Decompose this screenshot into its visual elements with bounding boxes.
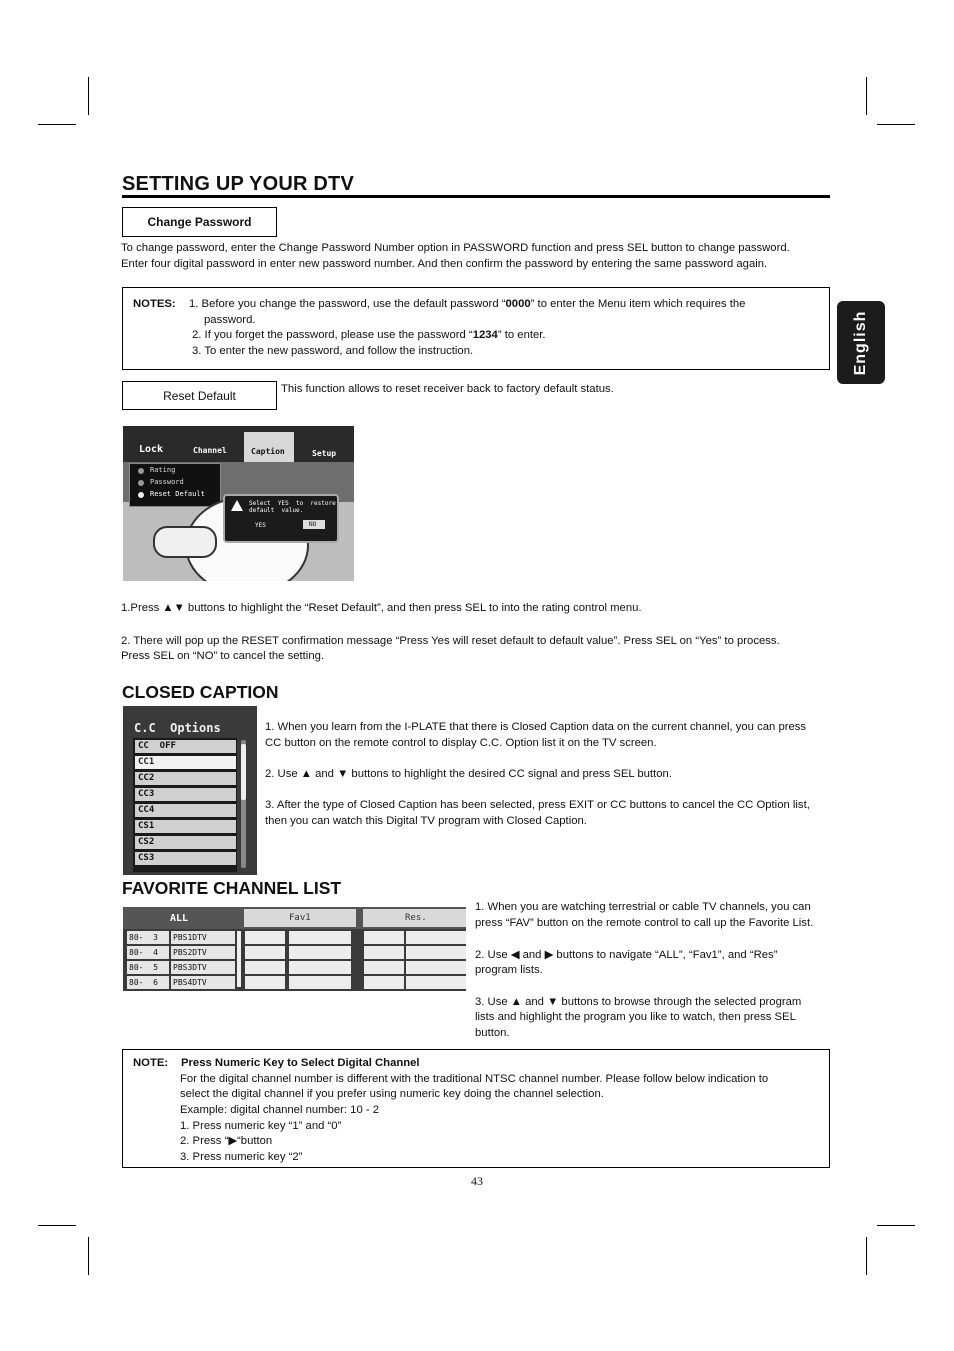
closed-caption-heading: CLOSED CAPTION [122,682,279,702]
screen-dialog-line-2: default value. [249,507,304,514]
reset-default-label [122,381,277,410]
language-tab-label: English [852,310,869,375]
master-password: 1234 [472,329,498,341]
cc-options-screenshot [123,706,257,875]
fav-para-2a: 2. Use ◀ and ▶ buttons to navigate “ALL”, “Fav1”, and “Res” [475,949,778,961]
crop-mark [88,77,89,115]
page-title: SETTING UP YOUR DTV [122,173,354,195]
screen-dialog-line-1: Select YES to restore [249,500,336,507]
fav-row-name: PBS3DTV [171,961,235,974]
crop-mark [88,1237,89,1275]
crop-mark [866,77,867,115]
screen-tab-lock: Lock [139,444,164,455]
crop-mark [866,1237,867,1275]
numeric-note-label: NOTE: [133,1057,169,1069]
fav-empty-cell [245,931,285,944]
reset-default-screenshot [123,426,354,581]
fav-empty-cell [245,946,285,959]
cc-para-3a: 3. After the type of Closed Caption has been selected, press EXIT or CC buttons to cancel the CC Option list, [265,799,810,811]
default-password: 0000 [505,298,531,310]
numeric-note-line-4: 1. Press numeric key “1” and “0” [180,1120,342,1132]
screen-menu-reset: Reset Default [150,490,205,498]
numeric-note-line-6: 3. Press numeric key “2” [180,1151,303,1163]
numeric-note-title: Press Numeric Key to Select Digital Channel [181,1057,420,1069]
warning-icon [231,500,243,511]
note-1 [189,297,745,313]
fav-row-number: 80- 3 [127,931,169,944]
fav-empty-cell [406,976,466,989]
screen-tab-caption: Caption [251,447,285,456]
notes-label: NOTES: [133,298,176,310]
crop-mark [877,1225,915,1226]
favorite-list-screenshot [123,907,466,991]
screen-dialog-yes: YES [255,522,266,529]
language-tab [837,301,885,384]
fav-para-3b: lists and highlight the program you like to watch, then press SEL [475,1011,796,1023]
change-password-para-2: Enter four digital password in enter new password number. And then confirm the password by entering the same password again. [121,258,768,270]
fav-scrollbar [237,931,241,987]
numeric-note-line-2: select the digital channel if you prefer using numeric key doing the channel selection. [180,1088,604,1100]
screen-cartoon-arm [153,526,217,558]
crop-mark [38,124,76,125]
cc-options-title: C.C Options [134,721,221,735]
fav-empty-cell [364,946,404,959]
fav-para-1a: 1. When you are watching terrestrial or cable TV channels, you can [475,901,811,913]
cc-para-1a: 1. When you learn from the I-PLATE that there is Closed Caption data on the current channel, you can press [265,721,807,733]
fav-empty-cell [364,976,404,989]
numeric-note-line-5: 2. Press “▶“button [180,1135,273,1147]
fav-empty-cell [289,931,351,944]
fav-empty-cell [406,946,466,959]
numeric-note-line-3: Example: digital channel number: 10 - 2 [180,1104,380,1116]
cc-option-item: CC2 [135,772,236,785]
change-password-para-1: To change password, enter the Change Password Number option in PASSWORD function and press SEL button to change password. [121,242,790,254]
fav-row-name: PBS4DTV [171,976,235,989]
cc-para-1b: CC button on the remote control to display C.C. Option list it on the TV screen. [265,737,657,749]
cc-para-3b: then you can watch this Digital TV program with Closed Caption. [265,815,587,827]
fav-row-number: 80- 4 [127,946,169,959]
reset-step-1: 1.Press ▲▼ buttons to highlight the “Reset Default”, and then press SEL to into the rating control menu. [121,602,642,614]
note-1-cont: password. [204,314,256,326]
fav-empty-cell [406,961,466,974]
screen-tab-channel: Channel [193,446,227,455]
reset-step-2a: 2. There will pop up the RESET confirmation message “Press Yes will reset default to default value”. Press SEL on “Yes” to process. [121,635,780,647]
cc-option-item: CC1 [135,756,236,769]
screen-menu-rating: Rating [150,466,176,474]
fav-empty-cell [245,976,285,989]
favorite-heading: FAVORITE CHANNEL LIST [122,878,342,898]
fav-empty-cell [406,931,466,944]
crop-mark [38,1225,76,1226]
fav-para-3a: 3. Use ▲ and ▼ buttons to browse through the selected program [475,996,802,1008]
cc-option-item: CC4 [135,804,236,817]
fav-para-1b: press “FAV” button on the remote control to call up the Favorite List. [475,917,814,929]
screen-menu-bullet [138,492,144,498]
note-3: 3. To enter the new password, and follow the instruction. [192,345,474,357]
reset-step-2b: Press SEL on “NO” to cancel the setting. [121,650,325,662]
cc-option-item: CS3 [135,852,236,865]
change-password-label-text: Change Password [147,215,252,229]
fav-row-number: 80- 5 [127,961,169,974]
cc-option-item: CC OFF [135,740,236,753]
cc-option-item: CS2 [135,836,236,849]
reset-default-label-text: Reset Default [163,389,236,403]
crop-mark [877,124,915,125]
note-2-pre: 2. If you forget the password, please use the password “ [192,329,473,341]
screen-menu-password: Password [150,478,184,486]
screen-menu-bullet [138,480,144,486]
screen-tab-setup: Setup [312,449,337,458]
cc-para-2: 2. Use ▲ and ▼ buttons to highlight the desired CC signal and press SEL button. [265,768,672,780]
fav-header-all: ALL [170,913,189,924]
fav-row-name: PBS1DTV [171,931,235,944]
fav-empty-cell [245,961,285,974]
cc-option-item: CS1 [135,820,236,833]
cc-option-item: CC3 [135,788,236,801]
fav-header-res: Res. [405,913,427,923]
fav-empty-cell [289,961,351,974]
fav-header-fav1: Fav1 [289,913,311,923]
reset-default-desc: This function allows to reset receiver back to factory default status. [281,383,614,395]
note-2 [192,328,546,344]
note-2-post: ” to enter. [497,329,546,341]
fav-row-name: PBS2DTV [171,946,235,959]
numeric-note-line-1: For the digital channel number is different with the traditional NTSC channel number. Please follow below indication to [180,1073,769,1085]
screen-dialog-no: NO [309,521,317,528]
note-1-post: ” to enter the Menu item which requires the [530,298,746,310]
fav-empty-cell [289,946,351,959]
cc-scrollbar-thumb [241,744,246,800]
fav-empty-cell [289,976,351,989]
fav-row-number: 80- 6 [127,976,169,989]
screen-menu-bullet [138,468,144,474]
fav-para-3c: button. [475,1027,510,1039]
change-password-label [122,207,277,237]
fav-empty-cell [364,931,404,944]
title-rule [122,195,830,198]
fav-para-2b: program lists. [475,964,543,976]
note-1-pre: 1. Before you change the password, use the default password “ [189,298,506,310]
fav-empty-cell [364,961,404,974]
page-number: 43 [471,1174,483,1188]
